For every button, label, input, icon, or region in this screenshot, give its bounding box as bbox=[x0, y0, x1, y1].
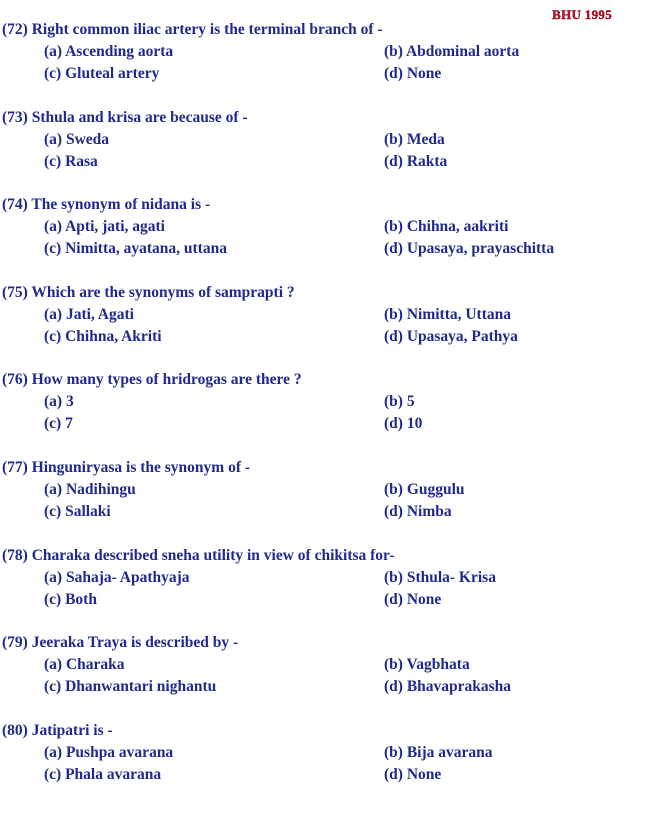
option-row bbox=[2, 742, 642, 764]
option-row bbox=[2, 391, 642, 413]
option-d: (d) Upasaya, prayaschitta bbox=[384, 240, 555, 258]
option-row bbox=[2, 326, 642, 348]
option-b: (b) Vagbhata bbox=[384, 656, 470, 674]
option-row bbox=[2, 238, 642, 260]
option-row bbox=[2, 41, 642, 63]
option-c: (c) Dhanwantari nighantu bbox=[44, 678, 217, 696]
option-row bbox=[2, 567, 642, 589]
option-b: (b) 5 bbox=[384, 393, 415, 411]
question-list bbox=[2, 19, 642, 807]
option-d: (d) None bbox=[384, 65, 442, 82]
option-b: (b) Chihna, aakriti bbox=[384, 218, 509, 236]
question-80 bbox=[2, 720, 642, 808]
option-b: (b) Guggulu bbox=[384, 480, 465, 498]
option-row bbox=[2, 129, 642, 151]
option-c: (c) Both bbox=[44, 590, 97, 608]
option-d: (d) 10 bbox=[384, 415, 423, 433]
option-c: (c) Sallaki bbox=[44, 502, 111, 520]
option-row bbox=[2, 589, 642, 611]
question-72 bbox=[2, 19, 642, 107]
option-a: (a) Pushpa avarana bbox=[44, 743, 174, 761]
option-row bbox=[2, 676, 642, 698]
exam-source-tag: BHU 1995 bbox=[552, 7, 612, 22]
option-b: (b) Bija avarana bbox=[384, 743, 493, 761]
option-c: (c) Rasa bbox=[44, 152, 98, 170]
option-row bbox=[2, 479, 642, 501]
question-stem: (78) Charaka described sneha utility in view of chikitsa for- bbox=[2, 546, 395, 564]
option-c: (c) 7 bbox=[44, 415, 73, 433]
option-d: (d) None bbox=[384, 765, 442, 783]
option-a: (a) Ascending aorta bbox=[44, 43, 174, 60]
option-a: (a) Sweda bbox=[44, 130, 110, 148]
option-c: (c) Nimitta, ayatana, uttana bbox=[44, 240, 227, 258]
option-row bbox=[2, 501, 642, 523]
question-77 bbox=[2, 457, 642, 545]
option-a: (a) Nadihingu bbox=[44, 480, 136, 498]
option-a: (a) Jati, Agati bbox=[44, 305, 134, 323]
option-c: (c) Phala avarana bbox=[44, 765, 162, 783]
option-row bbox=[2, 63, 642, 85]
option-d: (d) Rakta bbox=[384, 152, 448, 170]
option-d: (d) Upasaya, Pathya bbox=[384, 327, 518, 345]
question-74 bbox=[2, 194, 642, 282]
option-row bbox=[2, 413, 642, 435]
question-stem: (76) How many types of hridrogas are there ? bbox=[2, 371, 302, 389]
question-73 bbox=[2, 107, 642, 195]
option-d: (d) Nimba bbox=[384, 502, 452, 520]
option-a: (a) Charaka bbox=[44, 656, 125, 674]
option-c: (c) Chihna, Akriti bbox=[44, 327, 162, 345]
option-row bbox=[2, 764, 642, 786]
question-78 bbox=[2, 545, 642, 633]
question-stem: (74) The synonym of nidana is - bbox=[2, 196, 211, 214]
question-stem: (79) Jeeraka Traya is described by - bbox=[2, 634, 239, 652]
option-a: (a) Apti, jati, agati bbox=[44, 218, 165, 236]
option-c: (c) Gluteal artery bbox=[44, 65, 160, 82]
option-row bbox=[2, 654, 642, 676]
option-row bbox=[2, 151, 642, 173]
option-b: (b) Meda bbox=[384, 130, 445, 148]
question-stem: (80) Jatipatri is - bbox=[2, 721, 113, 739]
option-a: (a) 3 bbox=[44, 393, 74, 411]
option-d: (d) Bhavaprakasha bbox=[384, 678, 512, 696]
question-stem: (75) Which are the synonyms of samprapti ? bbox=[2, 283, 295, 301]
option-b: (b) Abdominal aorta bbox=[384, 43, 520, 60]
option-row bbox=[2, 216, 642, 238]
question-79 bbox=[2, 632, 642, 720]
option-row bbox=[2, 304, 642, 326]
question-76 bbox=[2, 369, 642, 457]
option-a: (a) Sahaja- Apathyaja bbox=[44, 568, 190, 586]
question-stem: (72) Right common iliac artery is the terminal branch of - bbox=[2, 21, 383, 38]
option-b: (b) Nimitta, Uttana bbox=[384, 305, 511, 323]
question-75 bbox=[2, 282, 642, 370]
option-d: (d) None bbox=[384, 590, 442, 608]
question-stem: (73) Sthula and krisa are because of - bbox=[2, 108, 248, 126]
question-stem: (77) Hinguniryasa is the synonym of - bbox=[2, 458, 251, 476]
option-b: (b) Sthula- Krisa bbox=[384, 568, 496, 586]
